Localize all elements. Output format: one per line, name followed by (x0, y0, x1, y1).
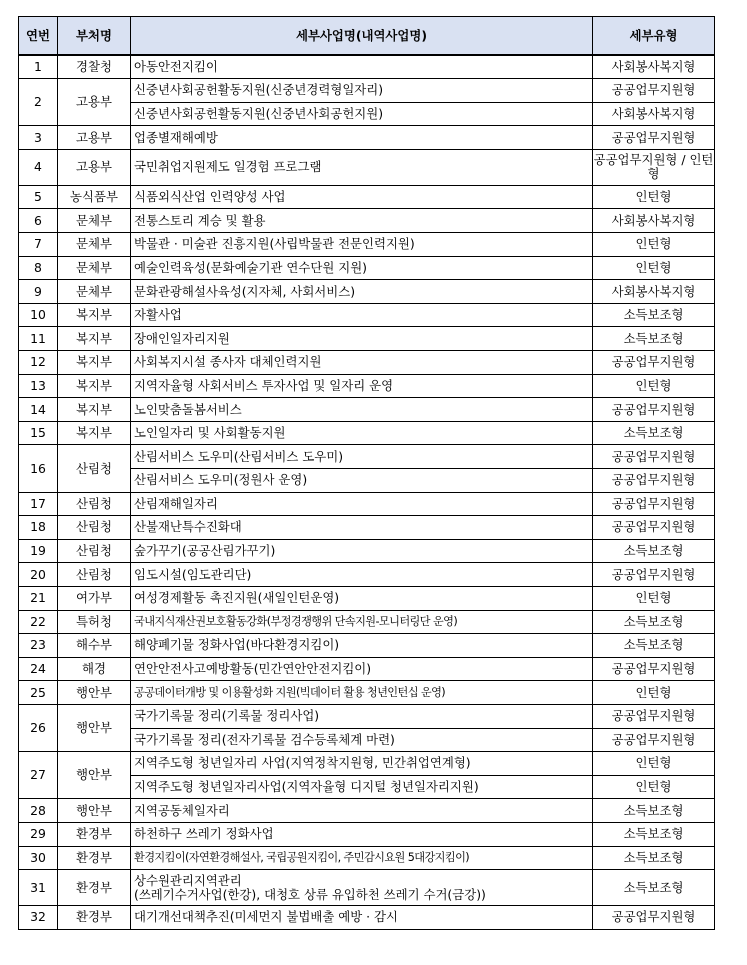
cell-program-name: 지역자율형 사회서비스 투자사업 및 일자리 운영 (131, 374, 593, 398)
cell-no: 27 (19, 752, 58, 799)
table-row (19, 233, 715, 257)
cell-program-name: 공공데이터개방 및 이용활성화 지원(빅데이터 활용 청년인턴십 운영) (131, 681, 593, 705)
cell-program-name: 국내지식재산권보호활동강화(부정경쟁행위 단속지원-모니터링단 운영) (131, 610, 593, 634)
cell-program-name: 대기개선대책추진(미세먼지 불법배출 예방 · 감시 (131, 906, 593, 930)
cell-no: 3 (19, 126, 58, 150)
cell-dept: 고용부 (58, 79, 131, 126)
table-row (19, 185, 715, 209)
table-row (19, 634, 715, 658)
cell-type: 공공업무지원형 (593, 516, 715, 540)
cell-type: 공공업무지원형 (593, 657, 715, 681)
cell-dept: 산림청 (58, 492, 131, 516)
cell-type: 소득보조형 (593, 846, 715, 870)
cell-type: 소득보조형 (593, 421, 715, 445)
table-row (19, 492, 715, 516)
cell-no: 22 (19, 610, 58, 634)
cell-no: 16 (19, 445, 58, 492)
table-row (19, 846, 715, 870)
table-row (19, 79, 715, 103)
cell-no: 21 (19, 586, 58, 610)
cell-program-name: 하천하구 쓰레기 정화사업 (131, 822, 593, 846)
cell-no: 10 (19, 303, 58, 327)
cell-no: 13 (19, 374, 58, 398)
cell-no: 17 (19, 492, 58, 516)
cell-dept: 특허청 (58, 610, 131, 634)
cell-type: 사회봉사복지형 (593, 102, 715, 126)
cell-program-name: 신중년사회공헌활동지원(신중년경력형일자리) (131, 79, 593, 103)
cell-type: 인턴형 (593, 374, 715, 398)
table-row (19, 799, 715, 823)
cell-dept: 환경부 (58, 870, 131, 906)
cell-type: 공공업무지원형 (593, 351, 715, 375)
cell-no: 23 (19, 634, 58, 658)
cell-no: 15 (19, 421, 58, 445)
cell-type: 소득보조형 (593, 610, 715, 634)
cell-no: 31 (19, 870, 58, 906)
cell-program-name: 장애인일자리지원 (131, 327, 593, 351)
cell-program-name: 국가기록물 정리(전자기록물 검수등록체계 마련) (131, 728, 593, 752)
cell-no: 5 (19, 185, 58, 209)
header-type: 세부유형 (593, 17, 715, 56)
table-row (19, 516, 715, 540)
cell-no: 29 (19, 822, 58, 846)
cell-type: 인턴형 (593, 256, 715, 280)
cell-program-name: 환경지킴이(자연환경해설사, 국립공원지킴이, 주민감시요원 5대강지킴이) (131, 846, 593, 870)
cell-type: 사회봉사복지형 (593, 55, 715, 79)
cell-no: 19 (19, 539, 58, 563)
table-row (19, 256, 715, 280)
table-row (19, 55, 715, 79)
table-row (19, 149, 715, 185)
cell-dept: 고용부 (58, 149, 131, 185)
cell-type: 공공업무지원형 (593, 469, 715, 493)
cell-program-name: 예술인력육성(문화예술기관 연수단원 지원) (131, 256, 593, 280)
cell-no: 1 (19, 55, 58, 79)
program-table-container (18, 16, 714, 930)
cell-type: 소득보조형 (593, 327, 715, 351)
cell-no: 26 (19, 704, 58, 751)
table-row (19, 822, 715, 846)
header-dept: 부처명 (58, 17, 131, 56)
cell-dept: 문체부 (58, 209, 131, 233)
cell-type: 소득보조형 (593, 303, 715, 327)
cell-no: 32 (19, 906, 58, 930)
cell-program-name: 박물관 · 미술관 진흥지원(사립박물관 전문인력지원) (131, 233, 593, 257)
table-row (19, 586, 715, 610)
cell-no: 12 (19, 351, 58, 375)
table-row (19, 280, 715, 304)
cell-no: 24 (19, 657, 58, 681)
table-row (19, 209, 715, 233)
cell-program-name: 여성경제활동 촉진지원(새일인턴운영) (131, 586, 593, 610)
cell-dept: 문체부 (58, 233, 131, 257)
cell-type: 인턴형 (593, 681, 715, 705)
header-program-name: 세부사업명(내역사업명) (131, 17, 593, 56)
table-row (19, 870, 715, 906)
cell-program-name: 자활사업 (131, 303, 593, 327)
cell-dept: 복지부 (58, 351, 131, 375)
cell-dept: 여가부 (58, 586, 131, 610)
cell-dept: 복지부 (58, 421, 131, 445)
cell-no: 14 (19, 398, 58, 422)
program-table (18, 16, 715, 930)
cell-program-name: 전통스토리 계승 및 활용 (131, 209, 593, 233)
table-row (19, 398, 715, 422)
cell-program-name: 연안안전사고예방활동(민간연안안전지킴이) (131, 657, 593, 681)
cell-dept: 산림청 (58, 445, 131, 492)
table-body (19, 55, 715, 929)
table-row (19, 374, 715, 398)
table-row (19, 327, 715, 351)
cell-type: 소득보조형 (593, 539, 715, 563)
cell-no: 28 (19, 799, 58, 823)
cell-type: 소득보조형 (593, 799, 715, 823)
cell-dept: 복지부 (58, 327, 131, 351)
cell-no: 6 (19, 209, 58, 233)
cell-dept: 행안부 (58, 681, 131, 705)
table-row (19, 539, 715, 563)
cell-program-name: 식품외식산업 인력양성 사업 (131, 185, 593, 209)
cell-no: 11 (19, 327, 58, 351)
cell-dept: 행안부 (58, 704, 131, 751)
cell-type: 소득보조형 (593, 634, 715, 658)
cell-dept: 산림청 (58, 539, 131, 563)
cell-type: 공공업무지원형 (593, 728, 715, 752)
cell-no: 18 (19, 516, 58, 540)
cell-program-name: 사회복지시설 종사자 대체인력지원 (131, 351, 593, 375)
cell-program-name: 노인일자리 및 사회활동지원 (131, 421, 593, 445)
table-header-row (19, 17, 715, 56)
cell-program-name: 산림서비스 도우미(산림서비스 도우미) (131, 445, 593, 469)
cell-type: 공공업무지원형 (593, 563, 715, 587)
cell-program-name: 산림재해일자리 (131, 492, 593, 516)
cell-no: 20 (19, 563, 58, 587)
cell-program-name: 문화관광해설사육성(지자체, 사회서비스) (131, 280, 593, 304)
table-row (19, 681, 715, 705)
cell-dept: 경찰청 (58, 55, 131, 79)
cell-type: 사회봉사복지형 (593, 280, 715, 304)
cell-dept: 복지부 (58, 374, 131, 398)
cell-no: 9 (19, 280, 58, 304)
cell-program-name: 노인맞춤돌봄서비스 (131, 398, 593, 422)
cell-type: 공공업무지원형 (593, 398, 715, 422)
cell-dept: 환경부 (58, 846, 131, 870)
cell-no: 25 (19, 681, 58, 705)
cell-type: 인턴형 (593, 775, 715, 799)
cell-dept: 산림청 (58, 563, 131, 587)
cell-program-name: 아동안전지킴이 (131, 55, 593, 79)
cell-dept: 환경부 (58, 822, 131, 846)
header-no: 연번 (19, 17, 58, 56)
cell-type: 소득보조형 (593, 870, 715, 906)
cell-no: 7 (19, 233, 58, 257)
cell-program-name: 산림서비스 도우미(정원사 운영) (131, 469, 593, 493)
cell-dept: 문체부 (58, 256, 131, 280)
table-row (19, 421, 715, 445)
cell-type: 인턴형 (593, 752, 715, 776)
cell-dept: 고용부 (58, 126, 131, 150)
cell-program-name: 국민취업지원제도 일경험 프로그램 (131, 149, 593, 185)
table-row (19, 563, 715, 587)
cell-program-name: 지역공동체일자리 (131, 799, 593, 823)
cell-program-name: 업종별재해예방 (131, 126, 593, 150)
cell-dept: 행안부 (58, 752, 131, 799)
cell-type: 인턴형 (593, 185, 715, 209)
cell-type: 공공업무지원형 (593, 79, 715, 103)
table-row (19, 906, 715, 930)
table-row (19, 126, 715, 150)
cell-no: 30 (19, 846, 58, 870)
cell-program-name: 상수원관리지역관리 (쓰레기수거사업(한강), 대청호 상류 유입하천 쓰레기 수거(금강)) (131, 870, 593, 906)
cell-no: 8 (19, 256, 58, 280)
cell-program-name: 지역주도형 청년일자리사업(지역자율형 디지털 청년일자리지원) (131, 775, 593, 799)
cell-program-name: 임도시설(임도관리단) (131, 563, 593, 587)
cell-dept: 환경부 (58, 906, 131, 930)
cell-type: 인턴형 (593, 233, 715, 257)
table-row (19, 610, 715, 634)
cell-dept: 문체부 (58, 280, 131, 304)
table-row (19, 445, 715, 469)
cell-type: 공공업무지원형 (593, 906, 715, 930)
cell-dept: 산림청 (58, 516, 131, 540)
cell-dept: 복지부 (58, 398, 131, 422)
cell-program-name: 지역주도형 청년일자리 사업(지역정착지원형, 민간취업연계형) (131, 752, 593, 776)
cell-program-name: 해양폐기물 정화사업(바다환경지킴이) (131, 634, 593, 658)
cell-no: 4 (19, 149, 58, 185)
cell-type: 공공업무지원형 (593, 445, 715, 469)
table-row (19, 657, 715, 681)
cell-program-name: 숲가꾸기(공공산림가꾸기) (131, 539, 593, 563)
cell-dept: 해경 (58, 657, 131, 681)
cell-dept: 복지부 (58, 303, 131, 327)
table-row (19, 303, 715, 327)
table-row (19, 704, 715, 728)
cell-type: 공공업무지원형 (593, 126, 715, 150)
cell-type: 공공업무지원형 (593, 704, 715, 728)
cell-type: 사회봉사복지형 (593, 209, 715, 233)
table-row (19, 351, 715, 375)
cell-type: 인턴형 (593, 586, 715, 610)
cell-program-name: 산불재난특수진화대 (131, 516, 593, 540)
cell-type: 공공업무지원형 / 인턴형 (593, 149, 715, 185)
cell-dept: 농식품부 (58, 185, 131, 209)
cell-dept: 행안부 (58, 799, 131, 823)
cell-no: 2 (19, 79, 58, 126)
cell-dept: 해수부 (58, 634, 131, 658)
table-row (19, 752, 715, 776)
cell-program-name: 국가기록물 정리(기록물 정리사업) (131, 704, 593, 728)
cell-type: 공공업무지원형 (593, 492, 715, 516)
cell-type: 소득보조형 (593, 822, 715, 846)
cell-program-name: 신중년사회공헌활동지원(신중년사회공헌지원) (131, 102, 593, 126)
